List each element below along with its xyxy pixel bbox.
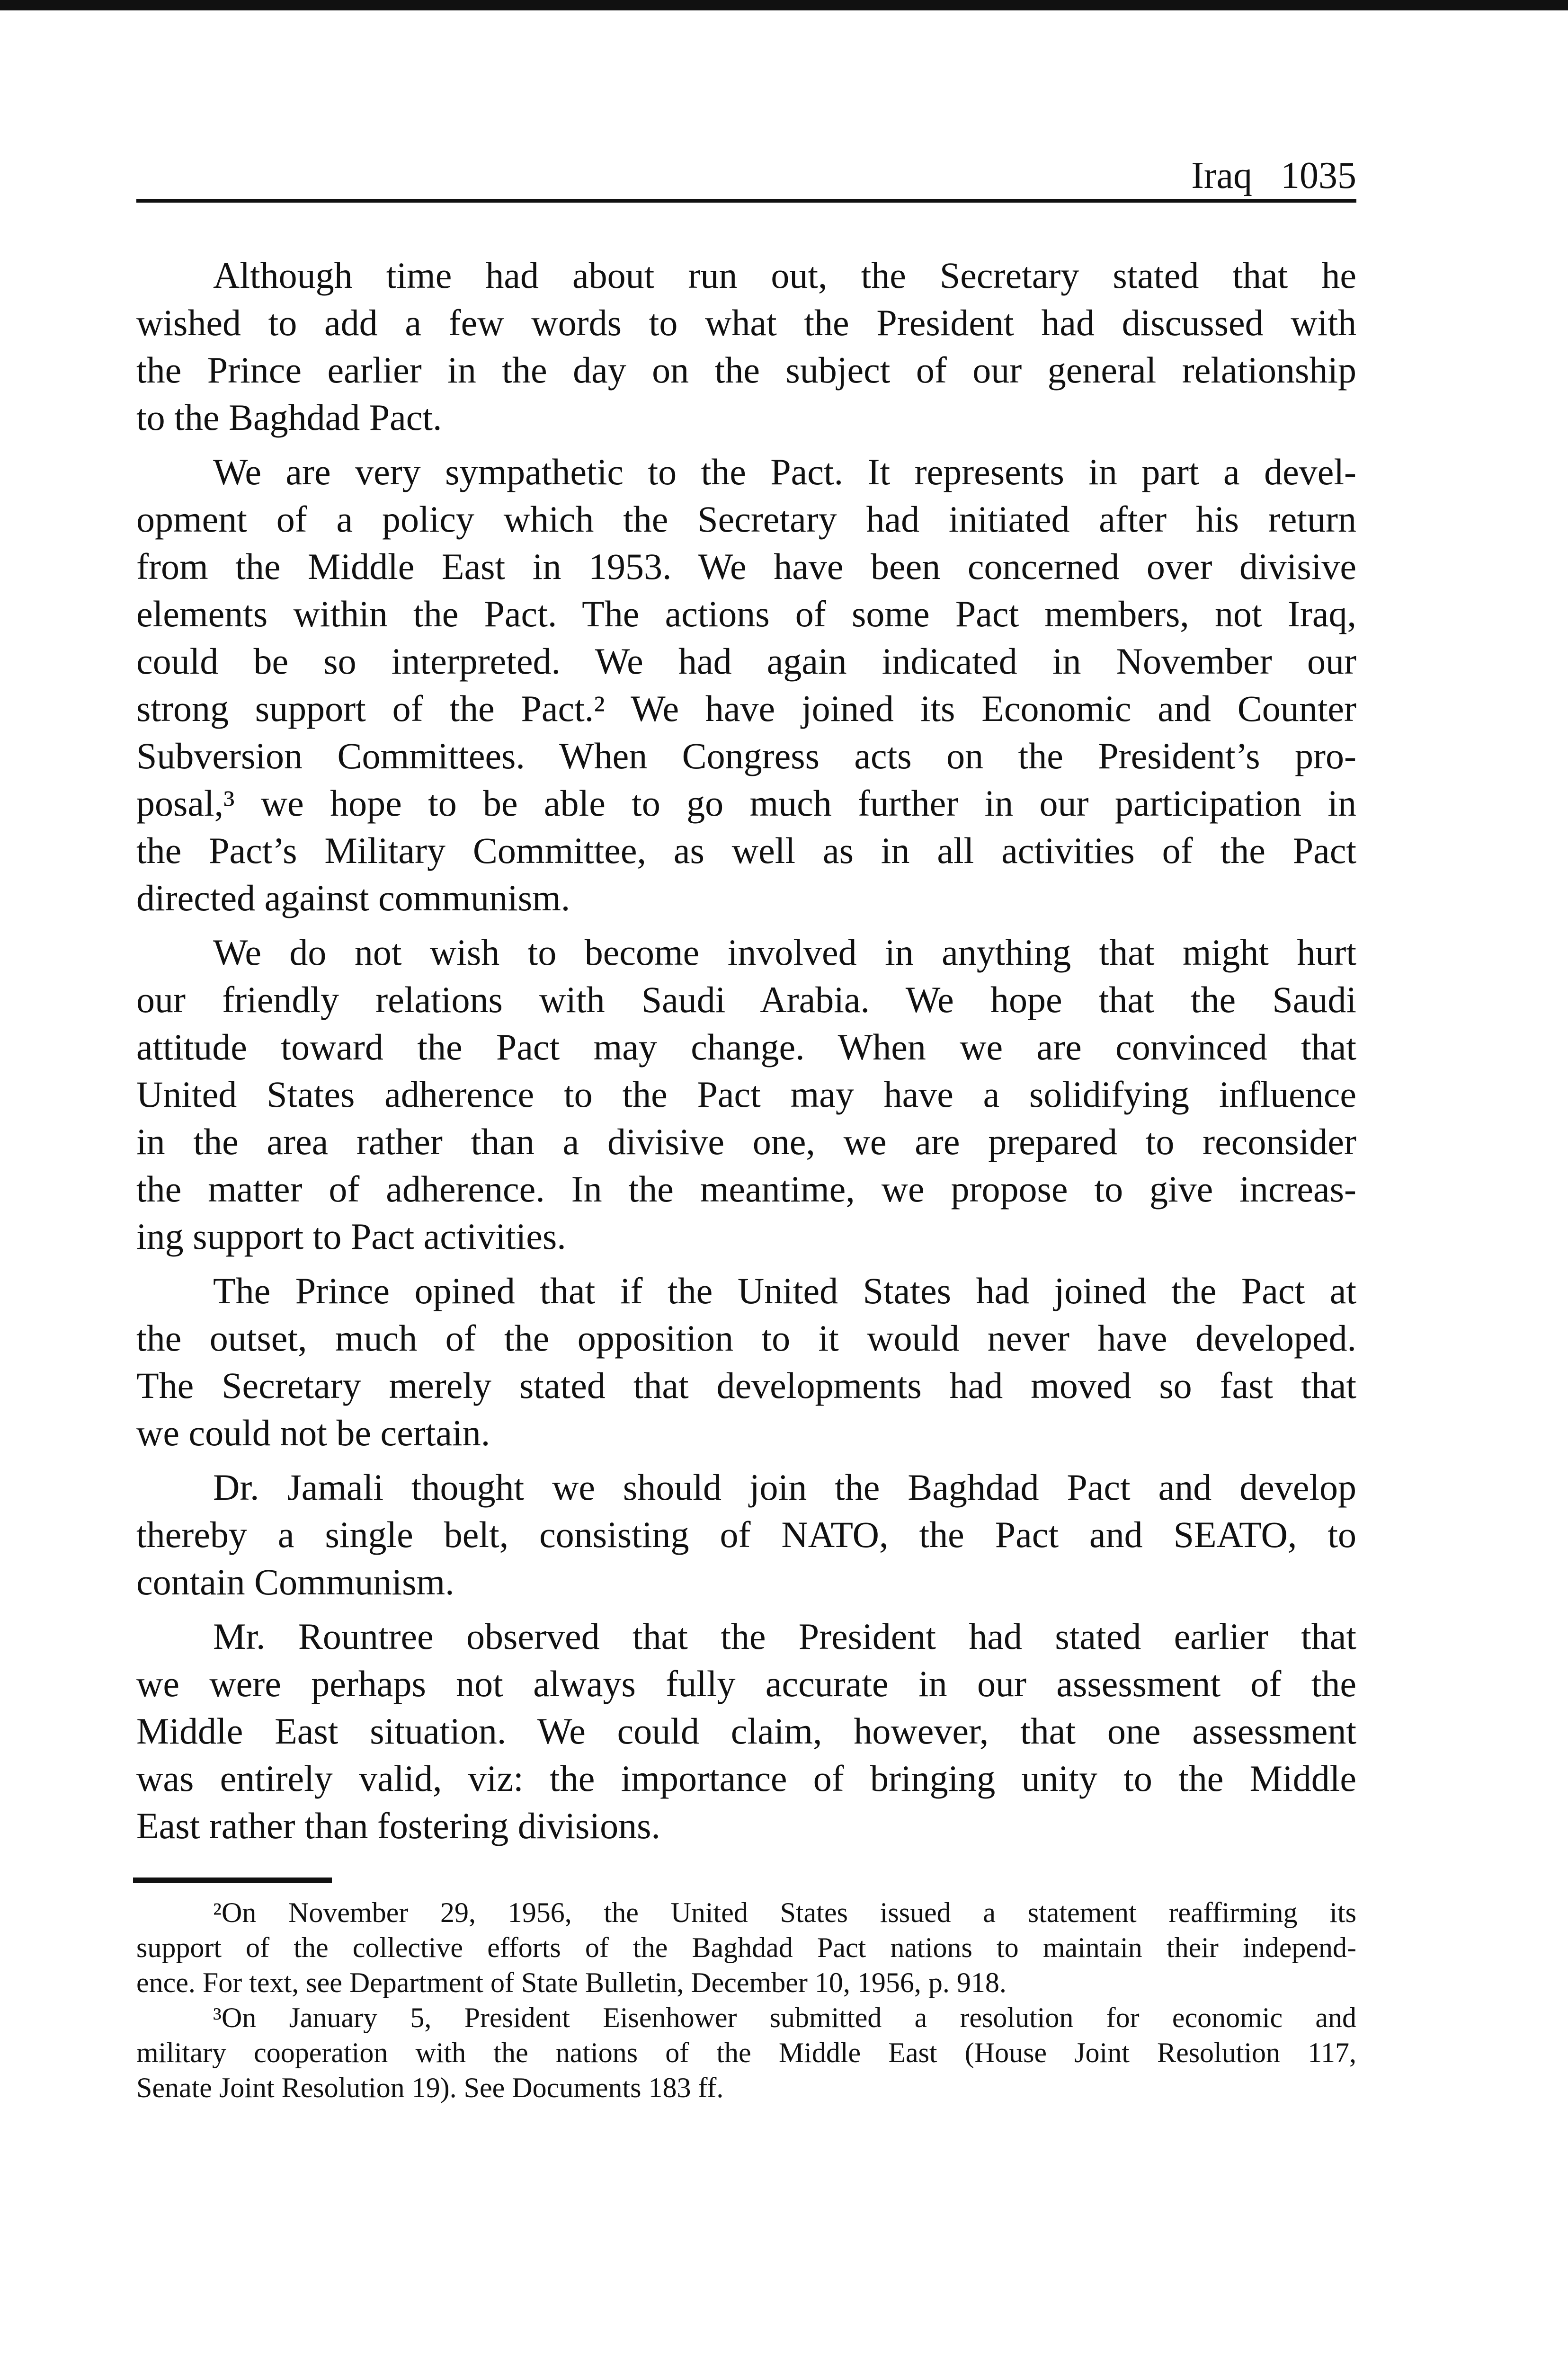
text-line: We are very sympathetic to the Pact. It represents in part a devel- bbox=[213, 451, 1356, 492]
text-line: the Pact’s Military Committee, as well as in all activities of the Pact bbox=[136, 830, 1356, 871]
footnotes bbox=[136, 1895, 1356, 2105]
paragraph bbox=[136, 929, 1356, 1260]
footnote bbox=[136, 1895, 1356, 2000]
text-line: strong support of the Pact.² We have joined its Economic and Counter bbox=[136, 688, 1356, 729]
text-line: the matter of adherence. In the meantime, we propose to give increas- bbox=[136, 1168, 1356, 1210]
header-section: Iraq bbox=[1191, 155, 1252, 196]
text-line: ence. For text, see Department of State Bulletin, December 10, 1956, p. 918. bbox=[136, 1967, 1007, 1998]
text-line: wished to add a few words to what the President had discussed with bbox=[136, 302, 1356, 343]
text-line: our friendly relations with Saudi Arabia. We hope that the Saudi bbox=[136, 979, 1356, 1020]
text-line: was entirely valid, viz: the importance of bringing unity to the Middle bbox=[136, 1758, 1356, 1799]
paragraph bbox=[136, 448, 1356, 922]
text-line: the Prince earlier in the day on the subject of our general relationship bbox=[136, 349, 1356, 391]
text-line: from the Middle East in 1953. We have been concerned over divisive bbox=[136, 546, 1356, 587]
text-line: to the Baghdad Pact. bbox=[136, 397, 442, 438]
text-line: attitude toward the Pact may change. When we are convinced that bbox=[136, 1026, 1356, 1068]
text-line: military cooperation with the nations of the Middle East (House Joint Resolution 117, bbox=[136, 2037, 1356, 2068]
text-line: in the area rather than a divisive one, we are prepared to reconsider bbox=[136, 1121, 1356, 1162]
text-line: we could not be certain. bbox=[136, 1412, 490, 1453]
text-line: United States adherence to the Pact may have a solidifying influence bbox=[136, 1074, 1356, 1115]
paragraph bbox=[136, 1613, 1356, 1850]
text-line: Subversion Committees. When Congress acts on the President’s pro- bbox=[136, 735, 1356, 776]
text-line: East rather than fostering divisions. bbox=[136, 1805, 660, 1846]
text-line: ³On January 5, President Eisenhower submitted a resolution for economic and bbox=[213, 2002, 1356, 2033]
text-line: ²On November 29, 1956, the United States issued a statement reaffirming its bbox=[213, 1897, 1356, 1928]
running-header bbox=[136, 142, 1356, 203]
body-text bbox=[136, 252, 1356, 1857]
footnote bbox=[136, 2000, 1356, 2105]
text-line: The Secretary merely stated that developments had moved so fast that bbox=[136, 1365, 1356, 1406]
text-line: Senate Joint Resolution 19). See Documents 183 ff. bbox=[136, 2072, 724, 2103]
text-line: opment of a policy which the Secretary had initiated after his return bbox=[136, 498, 1356, 540]
paragraph bbox=[136, 1464, 1356, 1606]
text-line: posal,³ we hope to be able to go much further in our participation in bbox=[136, 783, 1356, 824]
text-line: Mr. Rountree observed that the President had stated earlier that bbox=[213, 1616, 1356, 1657]
text-line: the outset, much of the opposition to it would never have developed. bbox=[136, 1317, 1356, 1359]
text-line: The Prince opined that if the United States had joined the Pact at bbox=[213, 1270, 1356, 1311]
text-line: Dr. Jamali thought we should join the Baghdad Pact and develop bbox=[213, 1467, 1356, 1508]
scan-top-border bbox=[0, 0, 1568, 10]
text-line: contain Communism. bbox=[136, 1561, 454, 1602]
text-line: thereby a single belt, consisting of NATO, the Pact and SEATO, to bbox=[136, 1514, 1356, 1555]
text-line: support of the collective efforts of the Baghdad Pact nations to maintain their independ- bbox=[136, 1932, 1356, 1963]
text-line: Although time had about run out, the Secretary stated that he bbox=[213, 255, 1356, 296]
text-line: elements within the Pact. The actions of some Pact members, not Iraq, bbox=[136, 593, 1356, 634]
text-line: ing support to Pact activities. bbox=[136, 1216, 566, 1257]
text-line: could be so interpreted. We had again indicated in November our bbox=[136, 641, 1356, 682]
page-number: 1035 bbox=[1281, 155, 1356, 196]
text-line: we were perhaps not always fully accurate in our assessment of the bbox=[136, 1663, 1356, 1704]
text-line: Middle East situation. We could claim, however, that one assessment bbox=[136, 1710, 1356, 1752]
text-line: We do not wish to become involved in anything that might hurt bbox=[213, 932, 1356, 973]
text-line: directed against communism. bbox=[136, 877, 570, 918]
footnote-divider bbox=[133, 1878, 332, 1883]
paragraph bbox=[136, 1267, 1356, 1457]
paragraph bbox=[136, 252, 1356, 441]
